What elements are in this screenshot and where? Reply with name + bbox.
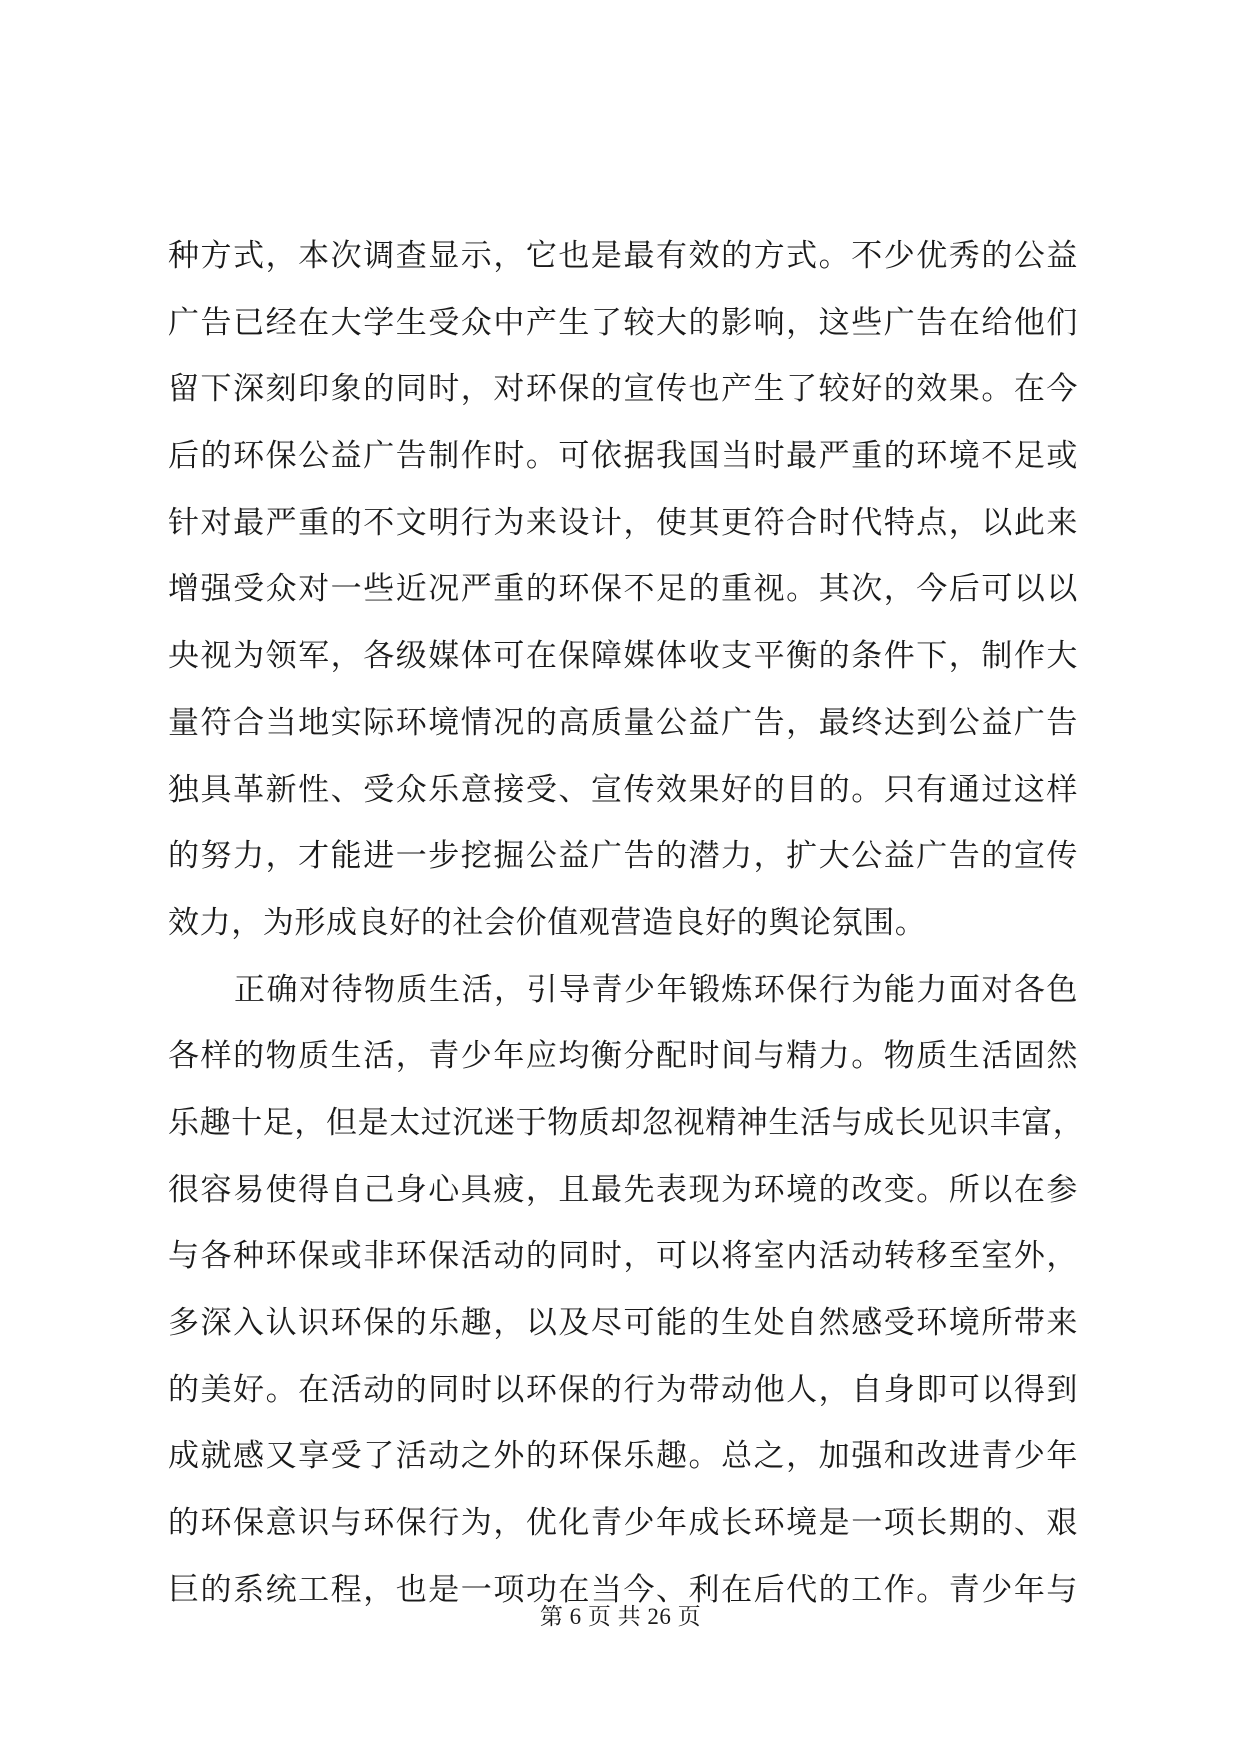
text-line: 正确对待物质生活，引导青少年锻炼环保行为能力面对各色 bbox=[234, 971, 1078, 1008]
text-line: 留下深刻印象的同时，对环保的宣传也产生了较好的效果。在今 bbox=[168, 371, 1078, 408]
text-line: 针对最严重的不文明行为来设计，使其更符合时代特点，以此来 bbox=[168, 504, 1078, 541]
text-line: 后的环保公益广告制作时。可依据我国当时最严重的环境不足或 bbox=[168, 438, 1078, 475]
body-text bbox=[168, 223, 1085, 1623]
text-line: 多深入认识环保的乐趣，以及尽可能的生处自然感受环境所带来 bbox=[168, 1305, 1078, 1341]
text-line: 央视为领军，各级媒体可在保障媒体收支平衡的条件下，制作大 bbox=[168, 638, 1078, 675]
text-line: 乐趣十足，但是太过沉迷于物质却忽视精神生活与成长见识丰富， bbox=[168, 1104, 1085, 1141]
page-number-footer: 第 6 页 共 26 页 bbox=[539, 1604, 702, 1629]
text-line: 独具革新性、受众乐意接受、宣传效果好的目的。只有通过这样 bbox=[168, 771, 1078, 808]
text-line: 量符合当地实际环境情况的高质量公益广告，最终达到公益广告 bbox=[168, 704, 1078, 741]
text-line: 很容易使得自己身心具疲，且最先表现为环境的改变。所以在参 bbox=[168, 1171, 1078, 1208]
text-line: 效力，为形成良好的社会价值观营造良好的舆论氛围。 bbox=[168, 904, 927, 941]
text-line: 种方式，本次调查显示，它也是最有效的方式。不少优秀的公益 bbox=[168, 238, 1078, 274]
text-line: 的努力，才能进一步挖掘公益广告的潜力，扩大公益广告的宣传 bbox=[168, 838, 1078, 875]
text-line: 与各种环保或非环保活动的同时，可以将室内活动转移至室外， bbox=[168, 1238, 1078, 1275]
text-line: 增强受众对一些近况严重的环保不足的重视。其次，今后可以以 bbox=[168, 571, 1078, 608]
text-line: 巨的系统工程，也是一项功在当今、利在后代的工作。青少年与 bbox=[168, 1571, 1078, 1608]
text-line: 广告已经在大学生受众中产生了较大的影响，这些广告在给他们 bbox=[168, 304, 1078, 341]
text-line: 各样的物质生活，青少年应均衡分配时间与精力。物质生活固然 bbox=[168, 1038, 1078, 1075]
text-line: 的美好。在活动的同时以环保的行为带动他人，自身即可以得到 bbox=[168, 1371, 1078, 1408]
paragraph-1 bbox=[168, 223, 1078, 957]
paragraph-2 bbox=[168, 957, 1085, 1624]
text-line: 成就感又享受了活动之外的环保乐趣。总之，加强和改进青少年 bbox=[168, 1438, 1078, 1475]
text-line: 的环保意识与环保行为，优化青少年成长环境是一项长期的、艰 bbox=[168, 1505, 1078, 1542]
